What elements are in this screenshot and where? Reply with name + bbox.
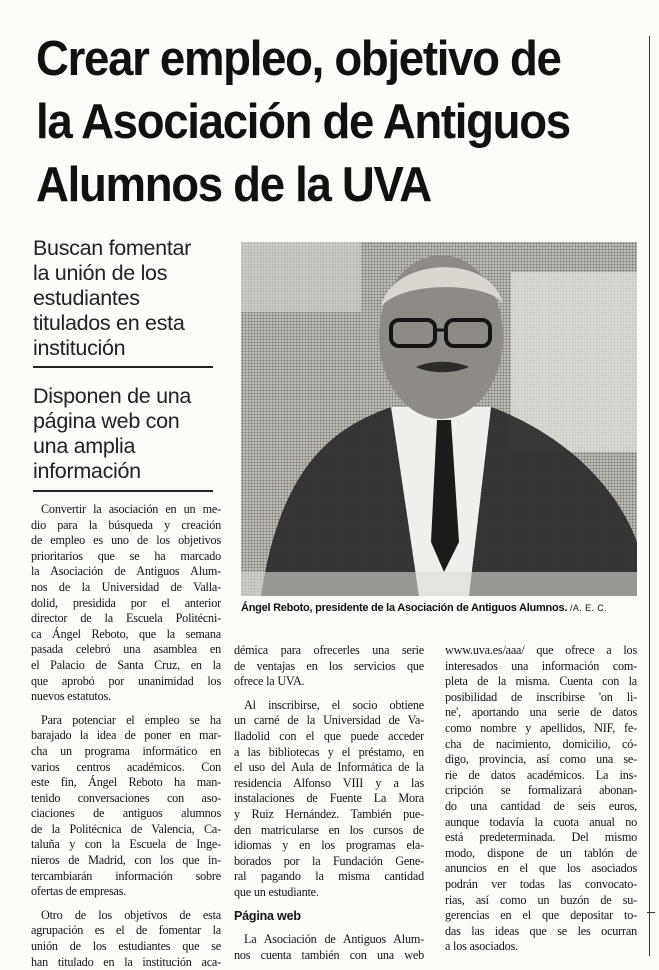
body-text-line: démica para ofrecerles una serie: [234, 643, 424, 657]
deck-divider: [33, 366, 213, 368]
body-text-line: pasada celebró una asamblea en: [31, 642, 221, 657]
deck-line: una amplia: [33, 434, 136, 458]
paragraph-gap: [31, 705, 221, 713]
body-text-line: ofrece la UVA.: [234, 674, 305, 689]
caption-text: Ángel Reboto, presidente de la Asociación de Antiguos Alumnos.: [241, 602, 568, 614]
body-text-line: den matricularse en los cursos de: [234, 822, 424, 837]
body-text-line: que un estudiante.: [234, 884, 319, 899]
body-text-line: cripción se formalizará abonan-: [445, 783, 637, 798]
deck-divider: [33, 490, 213, 492]
body-column-1: [31, 502, 221, 970]
body-column-2: [234, 643, 424, 963]
body-text-line: posibilidad de inscribirse 'on li-: [445, 689, 637, 704]
body-text-line: cha un programa informático en: [31, 743, 221, 758]
body-text-line: barajado la idea de poner en mar-: [31, 728, 221, 743]
body-text-line: ciaciones de antiguos alumnos: [31, 806, 221, 821]
body-text-line: de ventajas en los servicios que: [234, 658, 424, 673]
deck-line: Buscan fomentar: [33, 236, 192, 260]
deck-line: estudiantes: [33, 286, 140, 310]
body-text-line: unión de los estudiantes que se: [31, 939, 221, 954]
body-text-line: podrán ver todas las convocato-: [445, 876, 637, 891]
body-text-line: dio para la búsqueda y creación: [31, 517, 221, 532]
body-text-line: ral pagando la misma cantidad: [234, 869, 424, 884]
paragraph-gap: [234, 924, 424, 932]
headline: [36, 28, 603, 217]
body-text-line: aunque todavía la cuota anual no: [445, 814, 637, 829]
body-text-line: taluña y con la Escuela de Inge-: [31, 837, 221, 852]
section-subhead: Página web: [234, 908, 301, 923]
portrait-photo: [241, 242, 637, 596]
photo-caption: [241, 601, 641, 615]
deck-line: institución: [33, 336, 126, 360]
body-text-line: cha de nacimiento, domicilio, có-: [445, 736, 637, 751]
paragraph-gap: [234, 901, 424, 909]
body-text-line: gerencias en el que depositar to-: [445, 908, 637, 923]
body-text-line: a los asociados.: [445, 939, 518, 954]
body-text-line: nieros de Madrid, con los que in-: [31, 853, 221, 868]
body-text-line: www.uva.es/aaa/ que ofrece a los: [445, 643, 637, 657]
body-text-line: el uso del Aula de Informática de la: [234, 760, 424, 775]
body-text-line: director de la Escuela Politécni-: [31, 611, 221, 626]
deck-line: titulados en esta: [33, 311, 185, 335]
body-text-line: instalaciones de Fuente La Mora: [234, 791, 424, 806]
body-text-line: ne', aportando una serie de datos: [445, 705, 637, 720]
body-text-line: rie de datos académicos. La ins-: [445, 767, 637, 782]
body-text-line: como nombre y apellidos, NIF, fe-: [445, 720, 637, 735]
body-text-line: ca Ángel Reboto, que la semana: [31, 626, 221, 641]
body-text-line: de empleo es uno de los objetivos: [31, 533, 221, 548]
body-text-line: el Palacio de Santa Cruz, en la: [31, 657, 221, 672]
deck-subtitle-2: [33, 384, 218, 484]
page-edge-tick: [647, 912, 655, 913]
body-text-line: nos de la Universidad de Valla-: [31, 579, 221, 594]
body-text-line: La Asociación de Antiguos Alum-: [244, 932, 424, 947]
body-text-line: y Ruiz Hernández. También pue-: [234, 806, 424, 821]
deck-line: Disponen de una: [33, 384, 192, 408]
body-text-line: anuncios en el que los asociados: [445, 861, 637, 876]
body-text-line: lladolid con el que puede acceder: [234, 728, 424, 743]
body-text-line: dolid, presidida por el anterior: [31, 595, 221, 610]
body-text-line: este fin, Ángel Reboto ha man-: [31, 775, 221, 790]
body-text-line: interesados una información com-: [445, 658, 637, 673]
body-text-line: nuevos estatutos.: [31, 689, 111, 704]
page-edge-rule: [649, 36, 650, 956]
body-text-line: rias, así como un buzón de su-: [445, 892, 637, 907]
body-text-line: digo, provincia, así como una se-: [445, 752, 637, 767]
body-text-line: varios centros académicos. Con: [31, 759, 221, 774]
body-column-3: [445, 643, 637, 955]
body-text-line: Para potenciar el empleo se ha: [41, 712, 221, 727]
body-text-line: das las ideas que se les ocurran: [445, 923, 637, 938]
deck-line: información: [33, 459, 141, 483]
body-text-line: tercambiarán información sobre: [31, 868, 221, 883]
body-text-line: tenido conversaciones con aso-: [31, 790, 221, 805]
body-text-line: Convertir la asociación en un me-: [41, 502, 221, 516]
deck-line: página web con: [33, 409, 180, 433]
body-text-line: pleta de la misma. Cuenta con la: [445, 674, 637, 689]
body-text-line: ofertas de empresas.: [31, 884, 127, 899]
body-text-line: un carné de la Universidad de Va-: [234, 713, 424, 728]
body-text-line: Otro de los objetivos de esta: [41, 907, 221, 922]
body-text-line: prioritarios que se ha marcado: [31, 548, 221, 563]
headline-line: Crear empleo, objetivo de: [36, 32, 561, 86]
body-text-line: a las bibliotecas y el préstamo, en: [234, 744, 424, 759]
portrait-illustration: [241, 242, 637, 596]
body-text-line: residencia Alfonso VIII y a las: [234, 775, 424, 790]
body-text-line: han titulado en la institución aca-: [31, 954, 221, 969]
deck-subtitle-1: [33, 236, 218, 361]
body-text-line: que aprobó por unanimidad los: [31, 673, 221, 688]
body-text-line: de la Politécnica de Valencia, Ca-: [31, 821, 221, 836]
headline-line: la Asociación de Antiguos: [36, 95, 570, 149]
paragraph-gap: [31, 900, 221, 908]
paragraph-gap: [234, 690, 424, 698]
body-text-line: nos cuenta también con una web: [234, 947, 424, 962]
body-text-line: agrupación es el de fomentar la: [31, 923, 221, 938]
photo-credit: /A. E. C.: [569, 603, 608, 613]
body-text-line: borados por la Fundación Gene-: [234, 853, 424, 868]
body-text-line: do una cantidad de seis euros,: [445, 798, 637, 813]
body-text-line: está predeterminada. Del mismo: [445, 830, 637, 845]
headline-line: Alumnos de la UVA: [36, 158, 431, 212]
body-text-line: Al inscribirse, el socio obtiene: [244, 697, 424, 712]
body-text-line: modo, dispone de un tablón de: [445, 845, 637, 860]
deck-line: la unión de los: [33, 261, 168, 285]
body-text-line: idiomas y en los programas ela-: [234, 838, 424, 853]
body-text-line: la Asociación de Antiguos Alum-: [31, 564, 221, 579]
